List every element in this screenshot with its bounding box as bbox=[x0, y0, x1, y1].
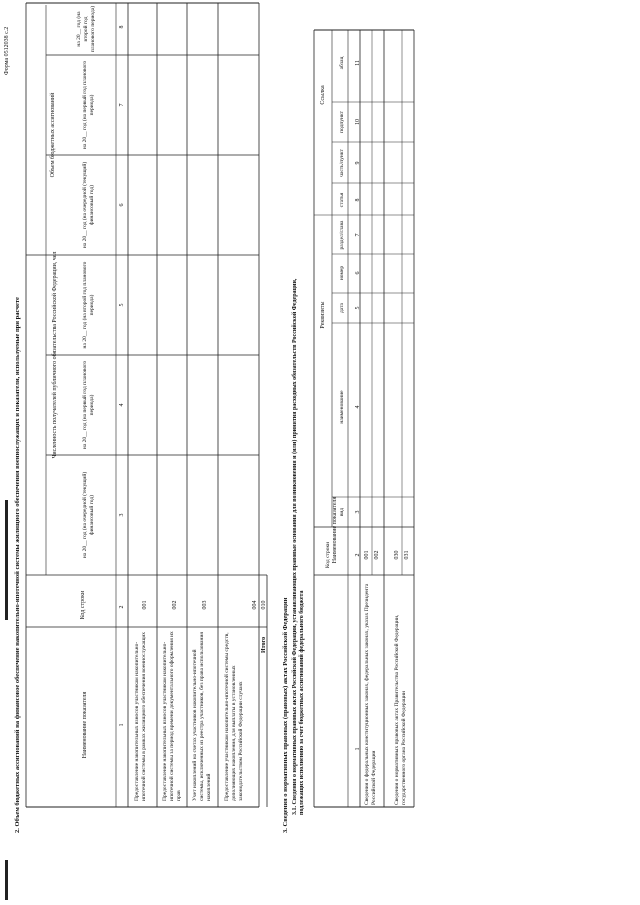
s3-subhead: часть/пункт bbox=[339, 149, 345, 177]
section3-col-requisites: Реквизиты bbox=[320, 301, 326, 329]
s2-row-name: Предоставление участникам накопительно-ипотечной системы средств, дополняющих накопления, для выплаты в установленных законодательством Российской Федерации случаях bbox=[224, 632, 244, 801]
s2-year-col4: на 20__ год (на первый год планового периода) bbox=[82, 360, 95, 450]
s2-row-code: 001 bbox=[142, 600, 148, 610]
s2-total-label: Итого bbox=[261, 636, 267, 653]
section3-subtitle: 3.1. Сведения о нормативных правовых актах Российской Федерации, устанавливающих правовые основания для возникновения и (или) принятия расходных обязательств Российской Федерации, подлежащих исполнению за счет бюджетных ассигнований федерального бюджета bbox=[292, 278, 305, 815]
s3-colnum: 4 bbox=[355, 405, 361, 409]
form-code: Форма 0512038 с.2 bbox=[4, 26, 10, 75]
section3-col-code: Код строки bbox=[325, 541, 331, 569]
s2-row-code: 004 bbox=[252, 600, 258, 610]
s3-subhead: подпункт bbox=[339, 111, 345, 133]
s2-year-col5: на 20__ год (на второй год планового периода) bbox=[82, 261, 95, 349]
s2-colnum: 2 bbox=[119, 605, 125, 609]
s2-colnum: 4 bbox=[119, 403, 125, 407]
s3-row-code: 001 bbox=[364, 550, 370, 560]
section2-title: 2. Объем бюджетных ассигнований на финансовое обеспечение накопительно-ипотечной системы жилищного обеспечения военнослужащих и показатели, используемые при расчете bbox=[14, 297, 21, 833]
s3-subhead: дата bbox=[339, 303, 345, 314]
s2-year-col6: на 20__ год (на очередной (текущий) финансовый год) bbox=[82, 161, 95, 249]
s3-colnum: 5 bbox=[355, 306, 361, 310]
s2-colnum: 3 bbox=[119, 513, 125, 517]
section2-col-code: Код строки bbox=[80, 590, 86, 620]
s3-colnum: 8 bbox=[355, 198, 361, 202]
s3-subhead: вид bbox=[339, 507, 345, 517]
s3-colnum: 1 bbox=[355, 747, 361, 751]
s2-row-name: Учет накоплений на счетах участников накопительно-ипотечной системы, исключенных из реестра участников, без права использования накоплений bbox=[192, 632, 212, 801]
s3-subhead: раздел/глава bbox=[339, 220, 345, 250]
s2-row-name: Предоставление накопительных взносов участникам накопительно-ипотечной системы в рамках жилищного обеспечения военнослужащих bbox=[134, 631, 147, 801]
s2-colnum: 6 bbox=[119, 203, 125, 207]
s2-colnum: 1 bbox=[119, 723, 125, 727]
section3-col-link: Ссылка bbox=[320, 85, 326, 105]
s3-subhead: номер bbox=[339, 265, 345, 281]
s2-row-name: Предоставление накопительных взносов участникам накопительно-ипотечной системы за период времени документального оформления их прав bbox=[162, 631, 182, 801]
section3-title: 3. Сведения о нормативных правовых (правовых) актах Российской Федерации bbox=[282, 597, 289, 833]
s3-subhead: статья bbox=[339, 192, 345, 208]
section2-col-name: Наименование показателя bbox=[82, 691, 88, 759]
s3-subhead: наименование bbox=[339, 390, 345, 424]
scan-edge-mark bbox=[5, 860, 8, 900]
s3-colnum: 6 bbox=[355, 271, 361, 275]
s3-row-name: Сведения о федеральных конституционных законах, федеральных законах, указах Президента Российской Федерации bbox=[364, 583, 377, 805]
s3-row-name: Сведения о нормативных правовых актах Правительства Российской Федерации, государственного органа Российской Федерации bbox=[394, 614, 407, 805]
s2-colnum: 8 bbox=[119, 25, 125, 29]
s3-colnum: 3 bbox=[355, 510, 361, 514]
s2-total-code: 010 bbox=[261, 600, 267, 610]
s2-year-col8: на 20__ год (на второй год планового периода) bbox=[76, 5, 96, 53]
s3-colnum: 2 bbox=[355, 553, 361, 557]
s2-year-col7: на 20__ год (на первый год планового периода) bbox=[82, 60, 95, 150]
s3-row-code: 030 bbox=[394, 550, 400, 560]
s3-colnum: 10 bbox=[355, 119, 361, 125]
s2-row-code: 002 bbox=[172, 600, 178, 610]
s2-colnum: 5 bbox=[119, 303, 125, 307]
s3-colnum: 11 bbox=[355, 60, 361, 66]
s3-subhead: абзац bbox=[339, 56, 345, 70]
scan-edge-mark bbox=[5, 500, 8, 620]
s3-row-code: 031 bbox=[404, 550, 410, 560]
s2-colnum: 7 bbox=[119, 103, 125, 107]
s3-row-code: 002 bbox=[374, 550, 380, 560]
section2-group-volume: Объем бюджетных ассигнований bbox=[50, 92, 56, 178]
s2-year-col3: на 20__ год (на очередной (текущий) финансовый год) bbox=[82, 471, 95, 559]
section2-group-recipients: Численность получателей публичного обязательства Российской Федерации, чел bbox=[52, 251, 58, 459]
section3-col-name: Наименование показателя bbox=[332, 496, 338, 564]
s3-colnum: 7 bbox=[355, 233, 361, 237]
s3-colnum: 9 bbox=[355, 161, 361, 165]
s2-row-code: 003 bbox=[202, 600, 208, 610]
